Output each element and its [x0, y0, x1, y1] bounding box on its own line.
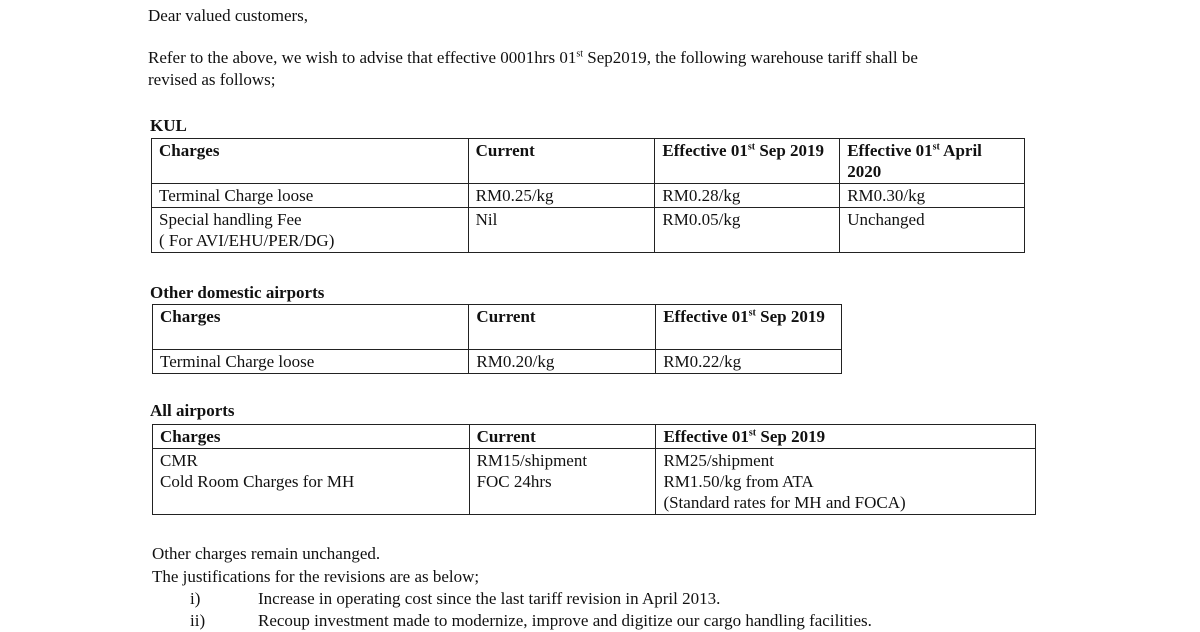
table-row [153, 350, 842, 374]
list-item-text: Recoup investment made to modernize, improve and digitize our cargo handling facilities. [258, 611, 872, 630]
kul-tariff-table [151, 138, 1025, 253]
cell-eff1: RM0.22/kg [656, 350, 842, 374]
table-row [152, 184, 1025, 208]
intro-line1-post: Sep2019, the following warehouse tariff shall be [583, 48, 918, 67]
cell-eff2: Unchanged [840, 208, 1025, 253]
cell-charges: Terminal Charge loose [153, 350, 469, 374]
table-row [153, 449, 1036, 515]
header-eff1-sup: st [748, 307, 756, 319]
table-header-row [153, 305, 842, 350]
cell-eff1: RM0.28/kg [655, 184, 840, 208]
cell-eff1 [656, 449, 1036, 515]
kul-label: KUL [150, 116, 187, 135]
cell-charges [153, 449, 470, 515]
domestic-label: Other domestic airports [150, 283, 325, 302]
cell-charges-cold-room: Cold Room Charges for MH [160, 472, 355, 491]
header-current: Current [469, 305, 656, 350]
header-eff1-pre: Effective 01 [663, 427, 749, 446]
header-current: Current [469, 425, 656, 449]
intro-paragraph [148, 47, 1058, 91]
header-eff1-post: Sep 2019 [755, 141, 825, 160]
table-row [152, 208, 1025, 253]
header-eff2-post: April 2020 [847, 141, 982, 181]
cell-eff-note: (Standard rates for MH and FOCA) [663, 493, 906, 512]
header-eff1-sup: st [748, 427, 757, 439]
intro-line1-sup: st [576, 48, 584, 60]
header-eff1-pre: Effective 01 [662, 141, 748, 160]
cell-charges: Terminal Charge loose [152, 184, 469, 208]
header-charges: Charges [152, 139, 469, 184]
list-item-number: ii) [190, 611, 206, 630]
cell-eff2: RM0.30/kg [840, 184, 1025, 208]
cell-current: Nil [468, 208, 655, 253]
cell-current-cmr: RM15/shipment [476, 451, 588, 470]
cell-current-cold-room: FOC 24hrs [476, 472, 552, 491]
greeting: Dear valued customers, [148, 6, 309, 25]
closing-line1: Other charges remain unchanged. [152, 544, 381, 563]
cell-eff1: RM0.05/kg [655, 208, 840, 253]
header-eff1-sup: st [747, 141, 756, 153]
cell-eff-cmr: RM25/shipment [663, 451, 774, 470]
cell-charges-main: Special handling Fee [159, 210, 302, 229]
header-eff1-post: Sep 2019 [755, 307, 825, 326]
header-eff2-sup: st [932, 141, 940, 153]
list-item [152, 588, 720, 610]
header-effective-sep-2019 [656, 305, 842, 350]
intro-line2: revised as follows; [148, 70, 276, 89]
header-effective-sep-2019 [655, 139, 840, 184]
header-charges: Charges [153, 305, 469, 350]
intro-line1-pre: Refer to the above, we wish to advise that effective 0001hrs 01 [148, 48, 577, 67]
table-header-row [153, 425, 1036, 449]
header-effective-april-2020 [840, 139, 1025, 184]
header-effective-sep-2019 [656, 425, 1036, 449]
all-airports-tariff-table [152, 424, 1036, 515]
cell-charges-cmr: CMR [160, 451, 198, 470]
cell-current: RM0.25/kg [468, 184, 655, 208]
header-current: Current [468, 139, 655, 184]
cell-charges [152, 208, 469, 253]
closing-line2: The justifications for the revisions are as below; [152, 567, 480, 586]
header-eff1-post: Sep 2019 [756, 427, 826, 446]
cell-charges-sub: ( For AVI/EHU/PER/DG) [159, 231, 335, 250]
list-item-number: i) [190, 589, 201, 608]
cell-current: RM0.20/kg [469, 350, 656, 374]
cell-current [469, 449, 656, 515]
list-item-text: Increase in operating cost since the last tariff revision in April 2013. [258, 589, 721, 608]
all-airports-label: All airports [150, 401, 235, 420]
list-item [152, 610, 872, 632]
header-eff1-pre: Effective 01 [663, 307, 749, 326]
header-eff2-pre: Effective 01 [847, 141, 933, 160]
table-header-row [152, 139, 1025, 184]
domestic-tariff-table [152, 304, 842, 374]
header-charges: Charges [153, 425, 470, 449]
cell-eff-cold-room: RM1.50/kg from ATA [663, 472, 814, 491]
